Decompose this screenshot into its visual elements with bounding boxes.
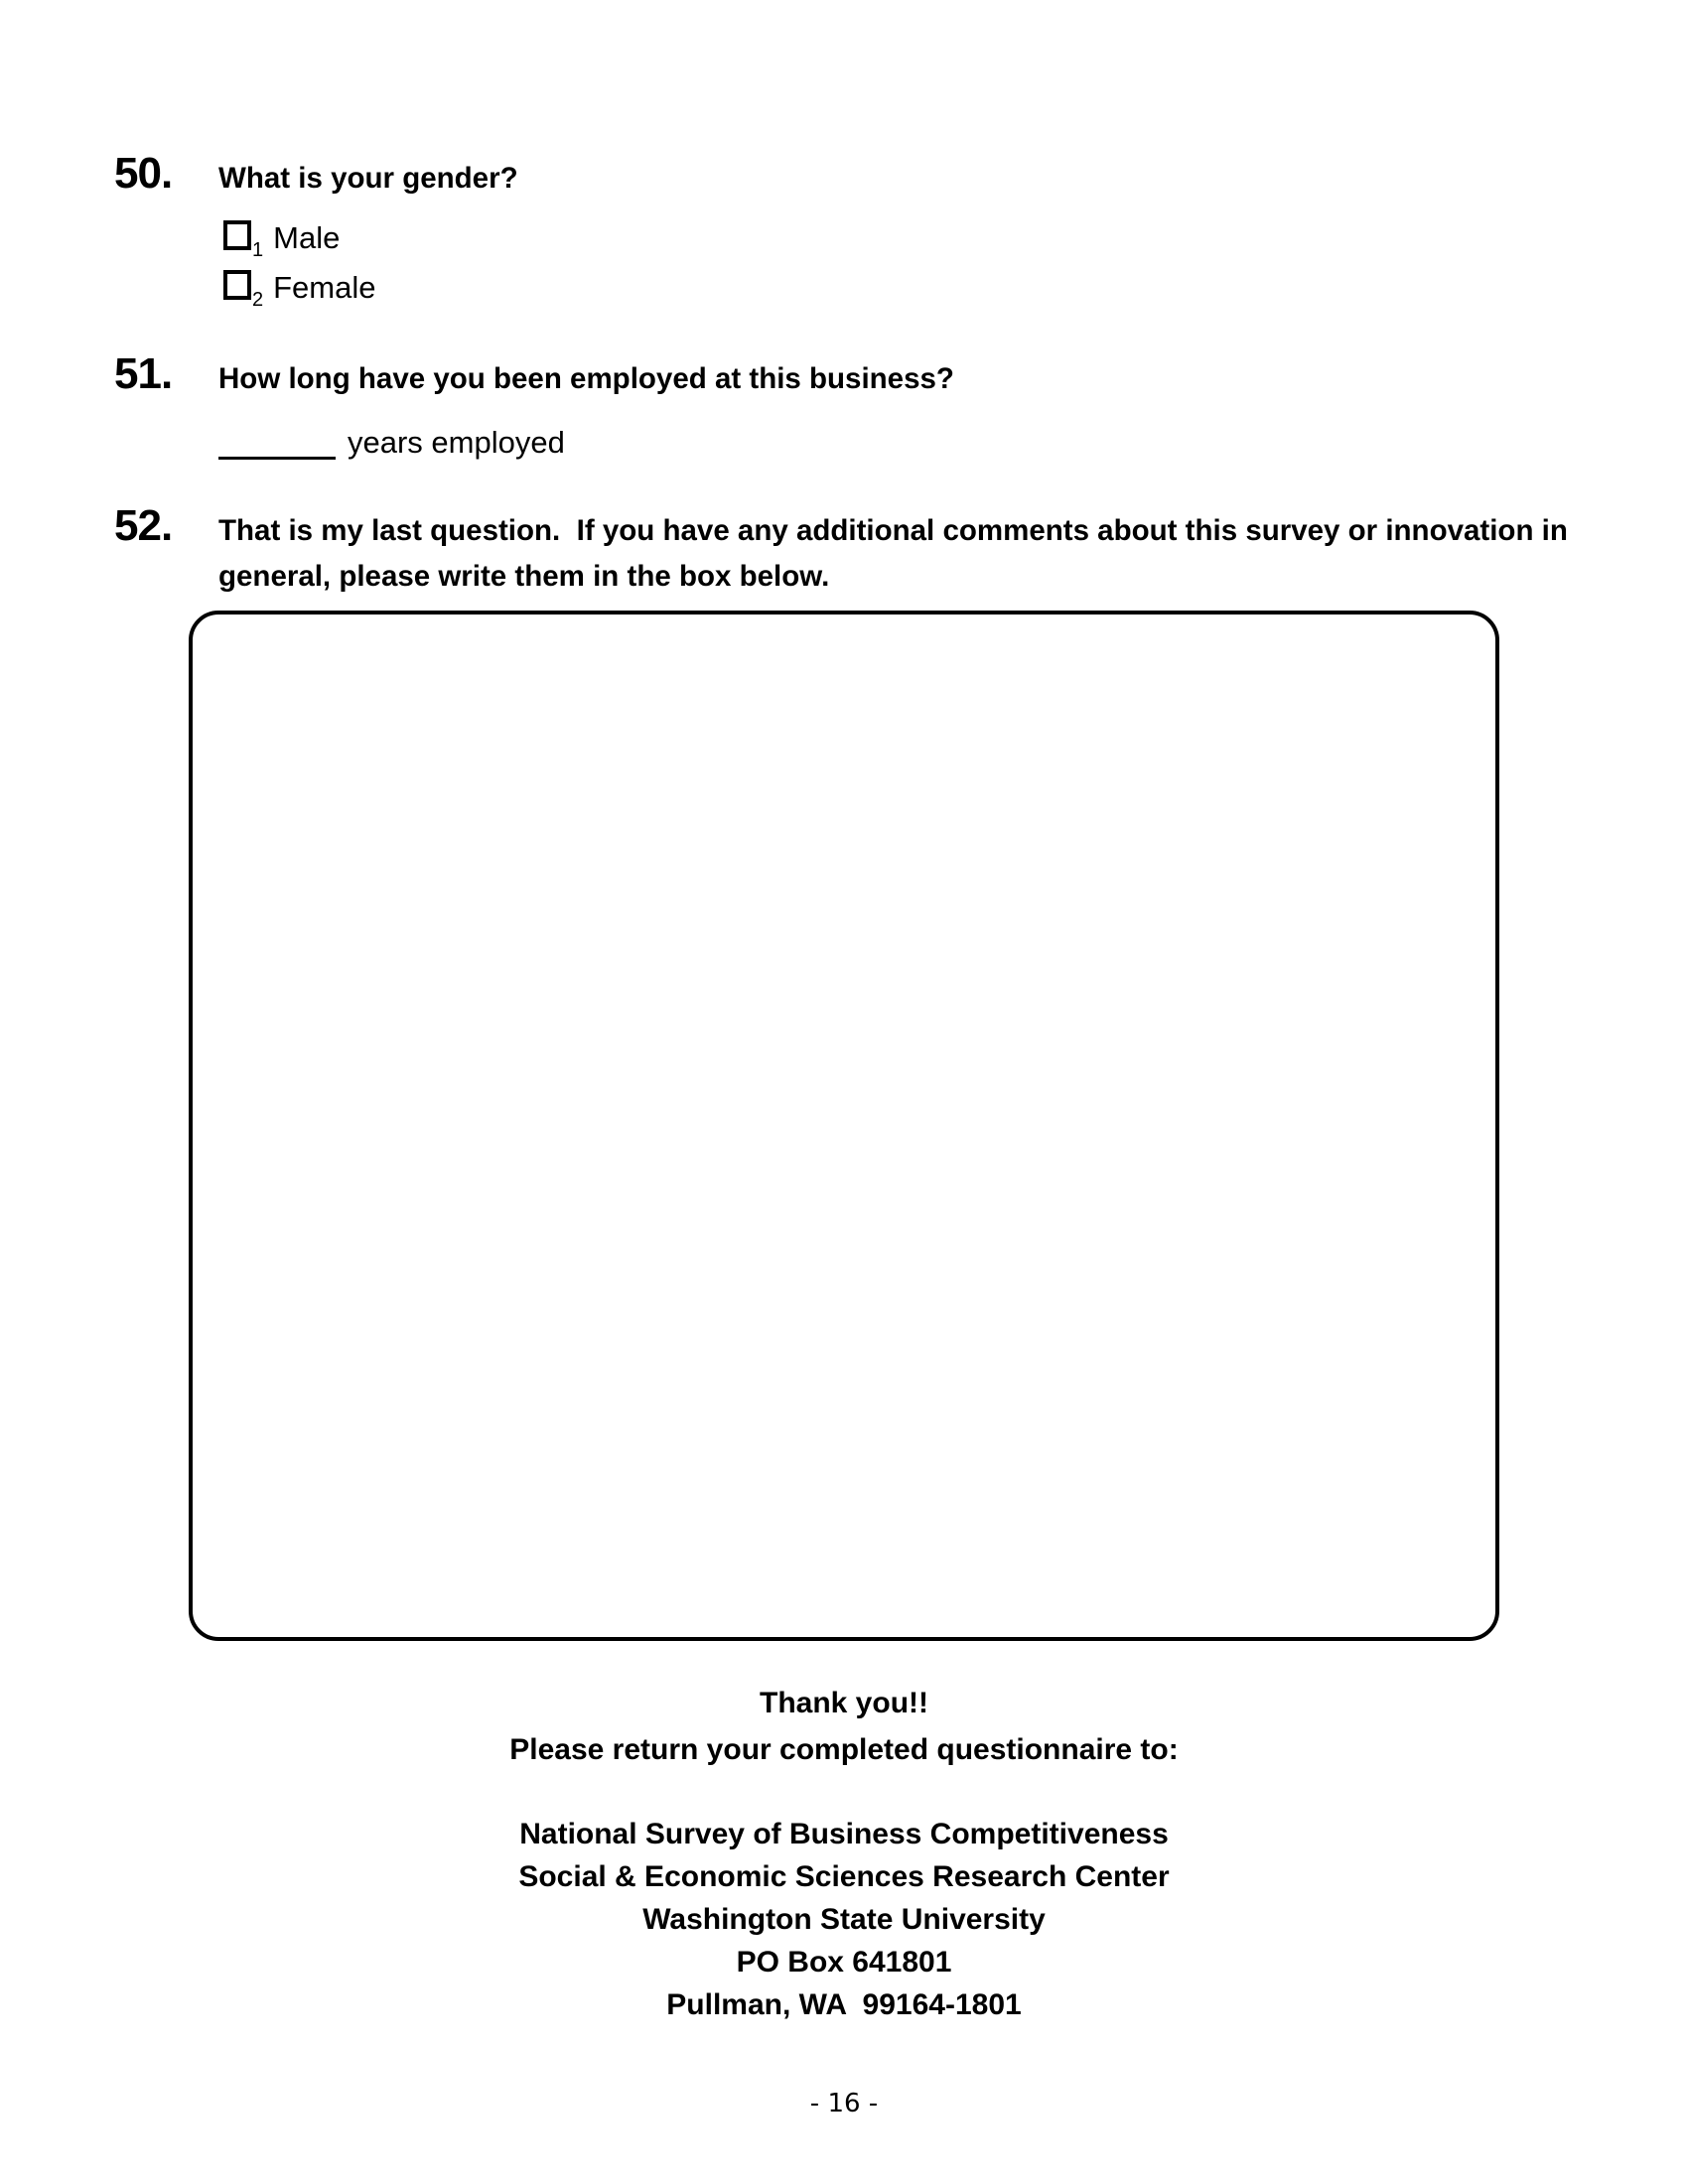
return-instruction-text: Please return your completed questionnaire to: — [509, 1733, 1179, 1766]
closing-block — [0, 1680, 1688, 1773]
address-line-center: Social & Economic Sciences Research Center — [518, 1860, 1170, 1893]
question-51 — [114, 349, 954, 402]
female-checkbox-wrap — [223, 270, 263, 312]
male-checkbox[interactable] — [223, 220, 251, 250]
question-50-options — [223, 220, 376, 320]
address-line-city: Pullman, WA 99164-1801 — [666, 1988, 1022, 2021]
return-address-block — [0, 1813, 1688, 2026]
option-male — [223, 220, 376, 262]
years-employed-label: years employed — [348, 425, 565, 460]
male-checkbox-wrap — [223, 220, 263, 262]
question-51-text: How long have you been employed at this business? — [218, 362, 954, 395]
years-employed-blank[interactable] — [218, 427, 336, 460]
address-line-pobox: PO Box 641801 — [736, 1946, 952, 1979]
female-checkbox-code: 2 — [252, 289, 264, 311]
question-52-text: That is my last question. If you have any additional comments about this survey or innovation in general, please write them in the box below. — [218, 514, 1577, 593]
male-option-label: Male — [273, 220, 341, 255]
question-52-number: 52. — [114, 501, 173, 550]
page-number: - 16 - — [809, 2089, 879, 2118]
question-50-number: 50. — [114, 149, 173, 198]
question-50 — [114, 149, 518, 202]
address-line-org: National Survey of Business Competitiveness — [519, 1818, 1169, 1850]
question-50-text: What is your gender? — [218, 162, 518, 195]
address-line-university: Washington State University — [642, 1903, 1046, 1936]
question-51-answer-row — [218, 425, 565, 461]
female-option-label: Female — [273, 270, 376, 305]
question-52 — [114, 501, 1579, 599]
thank-you-text: Thank you!! — [760, 1687, 928, 1719]
comments-box[interactable] — [189, 611, 1499, 1641]
option-female — [223, 270, 376, 312]
female-checkbox[interactable] — [223, 270, 251, 300]
question-51-number: 51. — [114, 349, 173, 398]
male-checkbox-code: 1 — [252, 239, 264, 261]
